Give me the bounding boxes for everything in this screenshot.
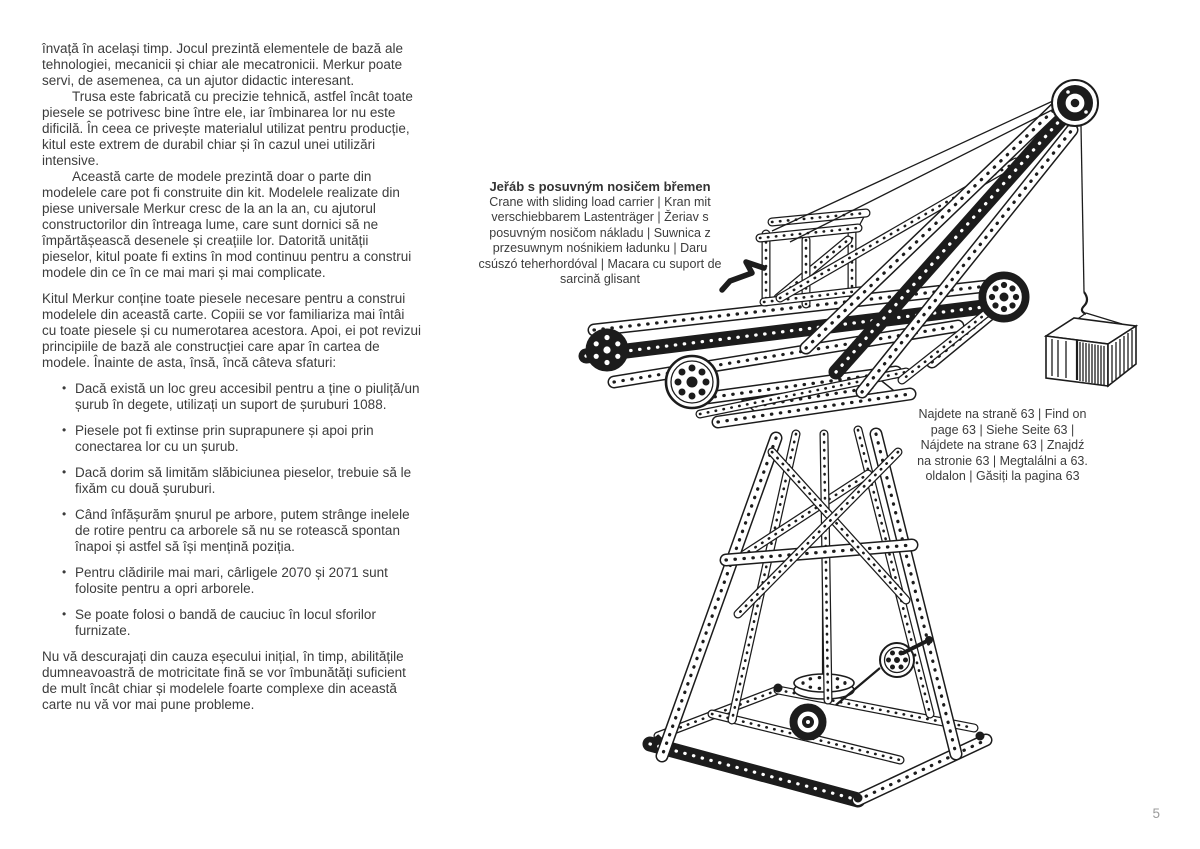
base-rope-pulley (790, 704, 826, 740)
jib-wheel-middle (666, 356, 718, 408)
tips-bullet-list (42, 381, 422, 639)
crane-illustration (540, 60, 1190, 820)
figure-caption-title: Jeřáb s posuvným nosičem břemen (489, 179, 711, 194)
figure-caption-translations: Crane with sliding load carrier | Kran mit verschiebbarem Lastenträger | Žeriav s posuvným nosičom nákladu | Suwnica z przesuwnym nośnikiem ładunku | Daru csúszó teherhordóval | Macara cu suport de sarcină glisant (478, 194, 722, 286)
paragraph: Kitul Merkur conține toate piesele necesare pentru a construi modelele din această carte. Copiii se vor familiariza mai întâi cu toate piesele și cu numerotarea acestora. Apoi, ei pot revizui principiile de bază ale construcției care apar în cartea de modele. Înainte de asta, însă, încă câteva sfaturi: (42, 291, 421, 370)
closing-paragraph: Nu vă descurajați din cauza eșecului inițial, în timp, abilitățile dumneavoastră de motricitate fină se vor îmbunătăți suficient de mult încât chiar și modelele foarte complexe din această carte nu vă vor mai pune probleme. (42, 649, 406, 712)
list-item: • Se poate folosi o bandă de cauciuc în locul sforilor furnizate. (42, 607, 422, 639)
list-item: • Dacă există un loc greu accesibil pentru a ține o piuliță/un șurub în degete, utilizați un suport de șuruburi 1088. (42, 381, 422, 413)
jib-wheel-left (586, 329, 628, 371)
body-text-column (42, 41, 422, 713)
crank-handle (722, 262, 764, 290)
paragraph: învață în același timp. Jocul prezintă elementele de bază ale tehnologiei, mecanicii și chiar ale mecatronicii. Merkur poate servi, de asemenea, ca un ajutor didactic interesant. (42, 41, 403, 88)
page-number: 5 (1152, 806, 1160, 821)
list-item: • Dacă dorim să limităm slăbiciunea pieselor, trebuie să le fixăm cu două șuruburi. (42, 465, 422, 497)
list-item: • Piesele pot fi extinse prin suprapunere și apoi prin conectarea lor cu un șurub. (42, 423, 422, 455)
figure-page-reference: Najdete na straně 63 | Find on page 63 | Siehe Seite 63 | Nájdete na strane 63 | Znajdź na stronie 63 | Megtalálni a 63. oldalon | Găsiți la pagina 63 (917, 407, 1088, 483)
paragraph: Trusa este fabricată cu precizie tehnică, astfel încât toate piesele se potrivesc bine între ele, iar îmbinarea lor nu este dificilă. În ceea ce privește materialul utilizat pentru producție, kitul este extrem de durabil chiar și în cazul unei utilizări intensive. (42, 89, 413, 168)
list-item: • Pentru clădirile mai mari, cârligele 2070 și 2071 sunt folosite pentru a opri arborele. (42, 565, 422, 597)
paragraph: Această carte de modele prezintă doar o parte din modelele care pot fi construite din kit. Modelele realizate din piese universale Merkur cresc de la an la an, cu ajutorul constructorilor din întreaga lume, care sunt dornici să ne împărtășească desenele și creațiile lor. Datorită unității pieselor, kitul poate fi extins în mod continuu pentru a construi modele din ce în ce mai mari și mai complicate. (42, 169, 412, 280)
load-box (1046, 318, 1136, 386)
crane-base-frame (650, 684, 986, 802)
hoist-rope (1054, 126, 1122, 336)
list-item: • Când înfășurăm șnurul pe arbore, putem strânge inelele de rotire pentru ca arborele să nu se rotească spontan înapoi și astfel să își mențină poziția. (42, 507, 422, 555)
jib-wheel-right (979, 272, 1029, 322)
boom-tip-pulley (1052, 80, 1098, 126)
